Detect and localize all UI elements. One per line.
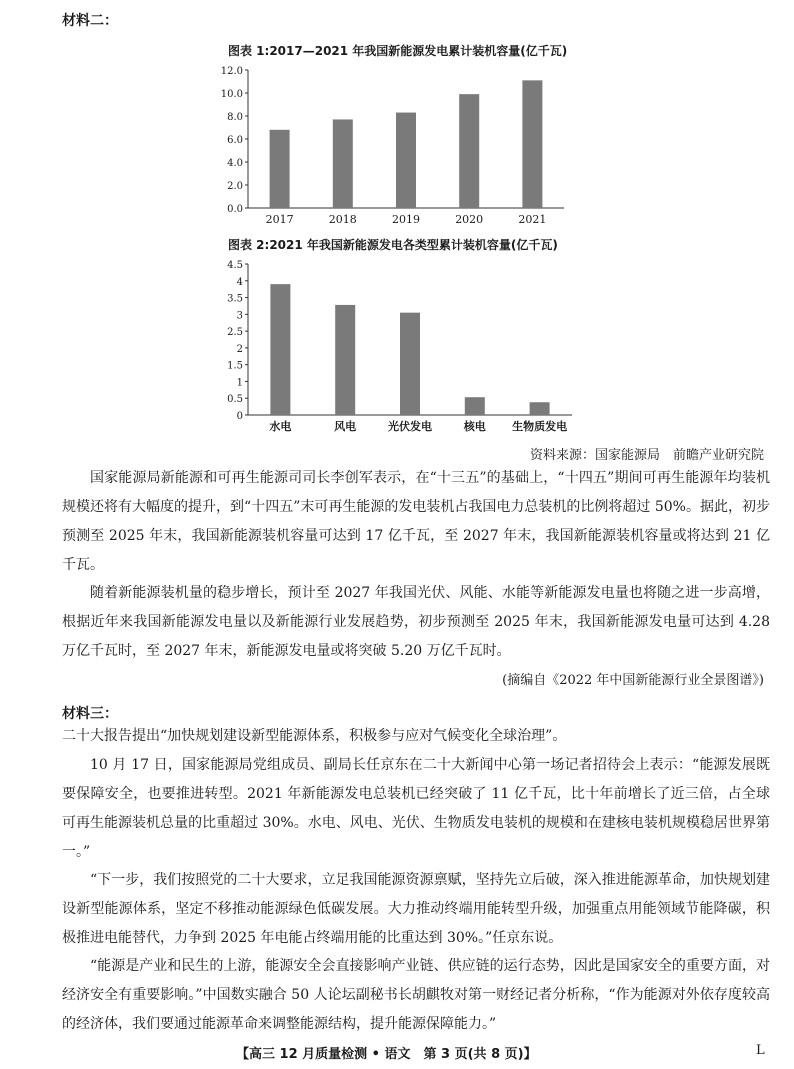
material-3-title: 材料三： [62,706,118,722]
x-tick-label: 光伏发电 [388,420,432,433]
paragraph-1: 国家能源局新能源和可再生能源司司长李创军表示，在“十三五”的基础上，“十四五”期间可再生能源年均装机规模还将有大幅度的提升，到“十四五”末可再生能源的发电装机占我国电力总装机的比例将超过 50%。据此，初步预测至 2025 年末，我国新能源装机容量可达到 17 亿千瓦，至 2027 年末，我国新能源装机容量或将达到 21 亿千瓦。 [62,470,770,573]
y-tick-label: 0 [236,411,243,422]
footer-letter: L [756,1043,765,1058]
bar-光伏发电 [400,313,420,415]
y-tick-label: 10.0 [220,89,243,100]
chart-1-title: 图表 1:2017—2021 年我国新能源发电累计装机容量(亿千瓦) [228,44,568,58]
y-tick-label: 6.0 [227,135,243,146]
y-tick-label: 2.5 [227,327,243,339]
y-tick-label: 3.5 [227,293,243,305]
chart-2-title: 图表 2:2021 年我国新能源发电各类型累计装机容量(亿千瓦) [228,238,558,252]
bar-2021 [522,80,542,208]
y-tick-label: 4 [236,276,243,288]
x-tick-label: 生物质发电 [512,420,568,433]
y-tick-label: 4.0 [227,158,243,169]
bar-2017 [270,130,290,208]
source-note: 资料来源：国家能源局 前瞻产业研究院 [529,448,764,463]
bar-2020 [459,94,479,208]
bar-水电 [270,284,290,415]
page-footer: 【高三 12 月质量检测 • 语文 第 3 页(共 8 页)】 [236,1047,537,1062]
bar-2019 [396,113,416,208]
y-tick-label: 2.0 [227,181,243,192]
y-tick-label: 2 [236,343,243,355]
x-tick-label: 风电 [334,420,357,433]
paragraph-6: “能源是产业和民生的上游，能源安全会直接影响产业链、供应链的运行态势，因此是国家安全的重要方面，对经济安全有重要影响。”中国数实融合 50 人论坛副秘书长胡麒牧对第一财经记者分析称，“作为能源对外依存度较高的经济体，我们要通过能源革命来调整能源结构，提升能源保障能力。” [62,958,770,1032]
y-tick-label: 0.5 [227,394,243,406]
x-tick-label: 2018 [328,213,357,226]
x-tick-label: 水电 [269,420,292,433]
paragraph-5: “下一步，我们按照党的二十大要求，立足我国能源资源禀赋，坚持先立后破，深入推进能源革命，加快规划建设新型能源体系，坚定不移推动能源绿色低碳发展。大力推动终端用能转型升级，加强重点用能领域节能降碳，积极推进电能替代，力争到 2025 年电能占终端用能的比重达到 30%。”任京东说。 [62,872,770,946]
x-tick-label: 核电 [463,420,486,433]
paragraph-2-source: (摘编自《2022 年中国新能源行业全景图谱》) [502,673,764,688]
x-tick-label: 2017 [265,213,294,226]
y-tick-label: 1.5 [227,360,243,372]
bar-核电 [465,397,485,415]
chart-1 [212,58,572,228]
y-tick-label: 8.0 [227,112,243,123]
paragraph-2: 随着新能源装机量的稳步增长，预计至 2027 年我国光伏、风能、水能等新能源发电量也将随之进一步高增，根据近年来我国新能源发电量以及新能源行业发展趋势，初步预测至 2025 年末，我国新能源发电量可达到 4.28 万亿千瓦时，至 2027 年末，新能源发电量或将突破 5.20 万亿千瓦时。 [62,585,770,659]
material-2-title: 材料二： [62,13,118,29]
paragraph-4: 10 月 17 日，国家能源局党组成员、副局长任京东在二十大新闻中心第一场记者招待会上表示：“能源发展既要保障安全，也要推进转型。2021 年新能源发电总装机已经突破了 11 亿千瓦，比十年前增长了近三倍，占全球可再生能源装机总量的比重超过 30%。水电、风电、光伏、生物质发电装机的规模和在建核电装机规模稳居世界第一。” [62,757,770,860]
y-tick-label: 4.5 [227,260,243,271]
bar-2018 [333,119,353,208]
paragraph-3: 二十大报告提出“加快规划建设新型能源体系，积极参与应对气候变化全球治理”。 [62,728,567,744]
chart-2 [212,254,572,434]
x-tick-label: 2021 [518,213,547,226]
y-tick-label: 0.0 [227,204,243,215]
y-tick-label: 12.0 [220,66,243,77]
x-tick-label: 2019 [392,213,420,226]
y-tick-label: 1 [236,377,243,389]
bar-风电 [335,305,355,415]
x-tick-label: 2020 [455,213,484,226]
bar-生物质发电 [530,402,550,415]
y-tick-label: 3 [236,310,243,322]
